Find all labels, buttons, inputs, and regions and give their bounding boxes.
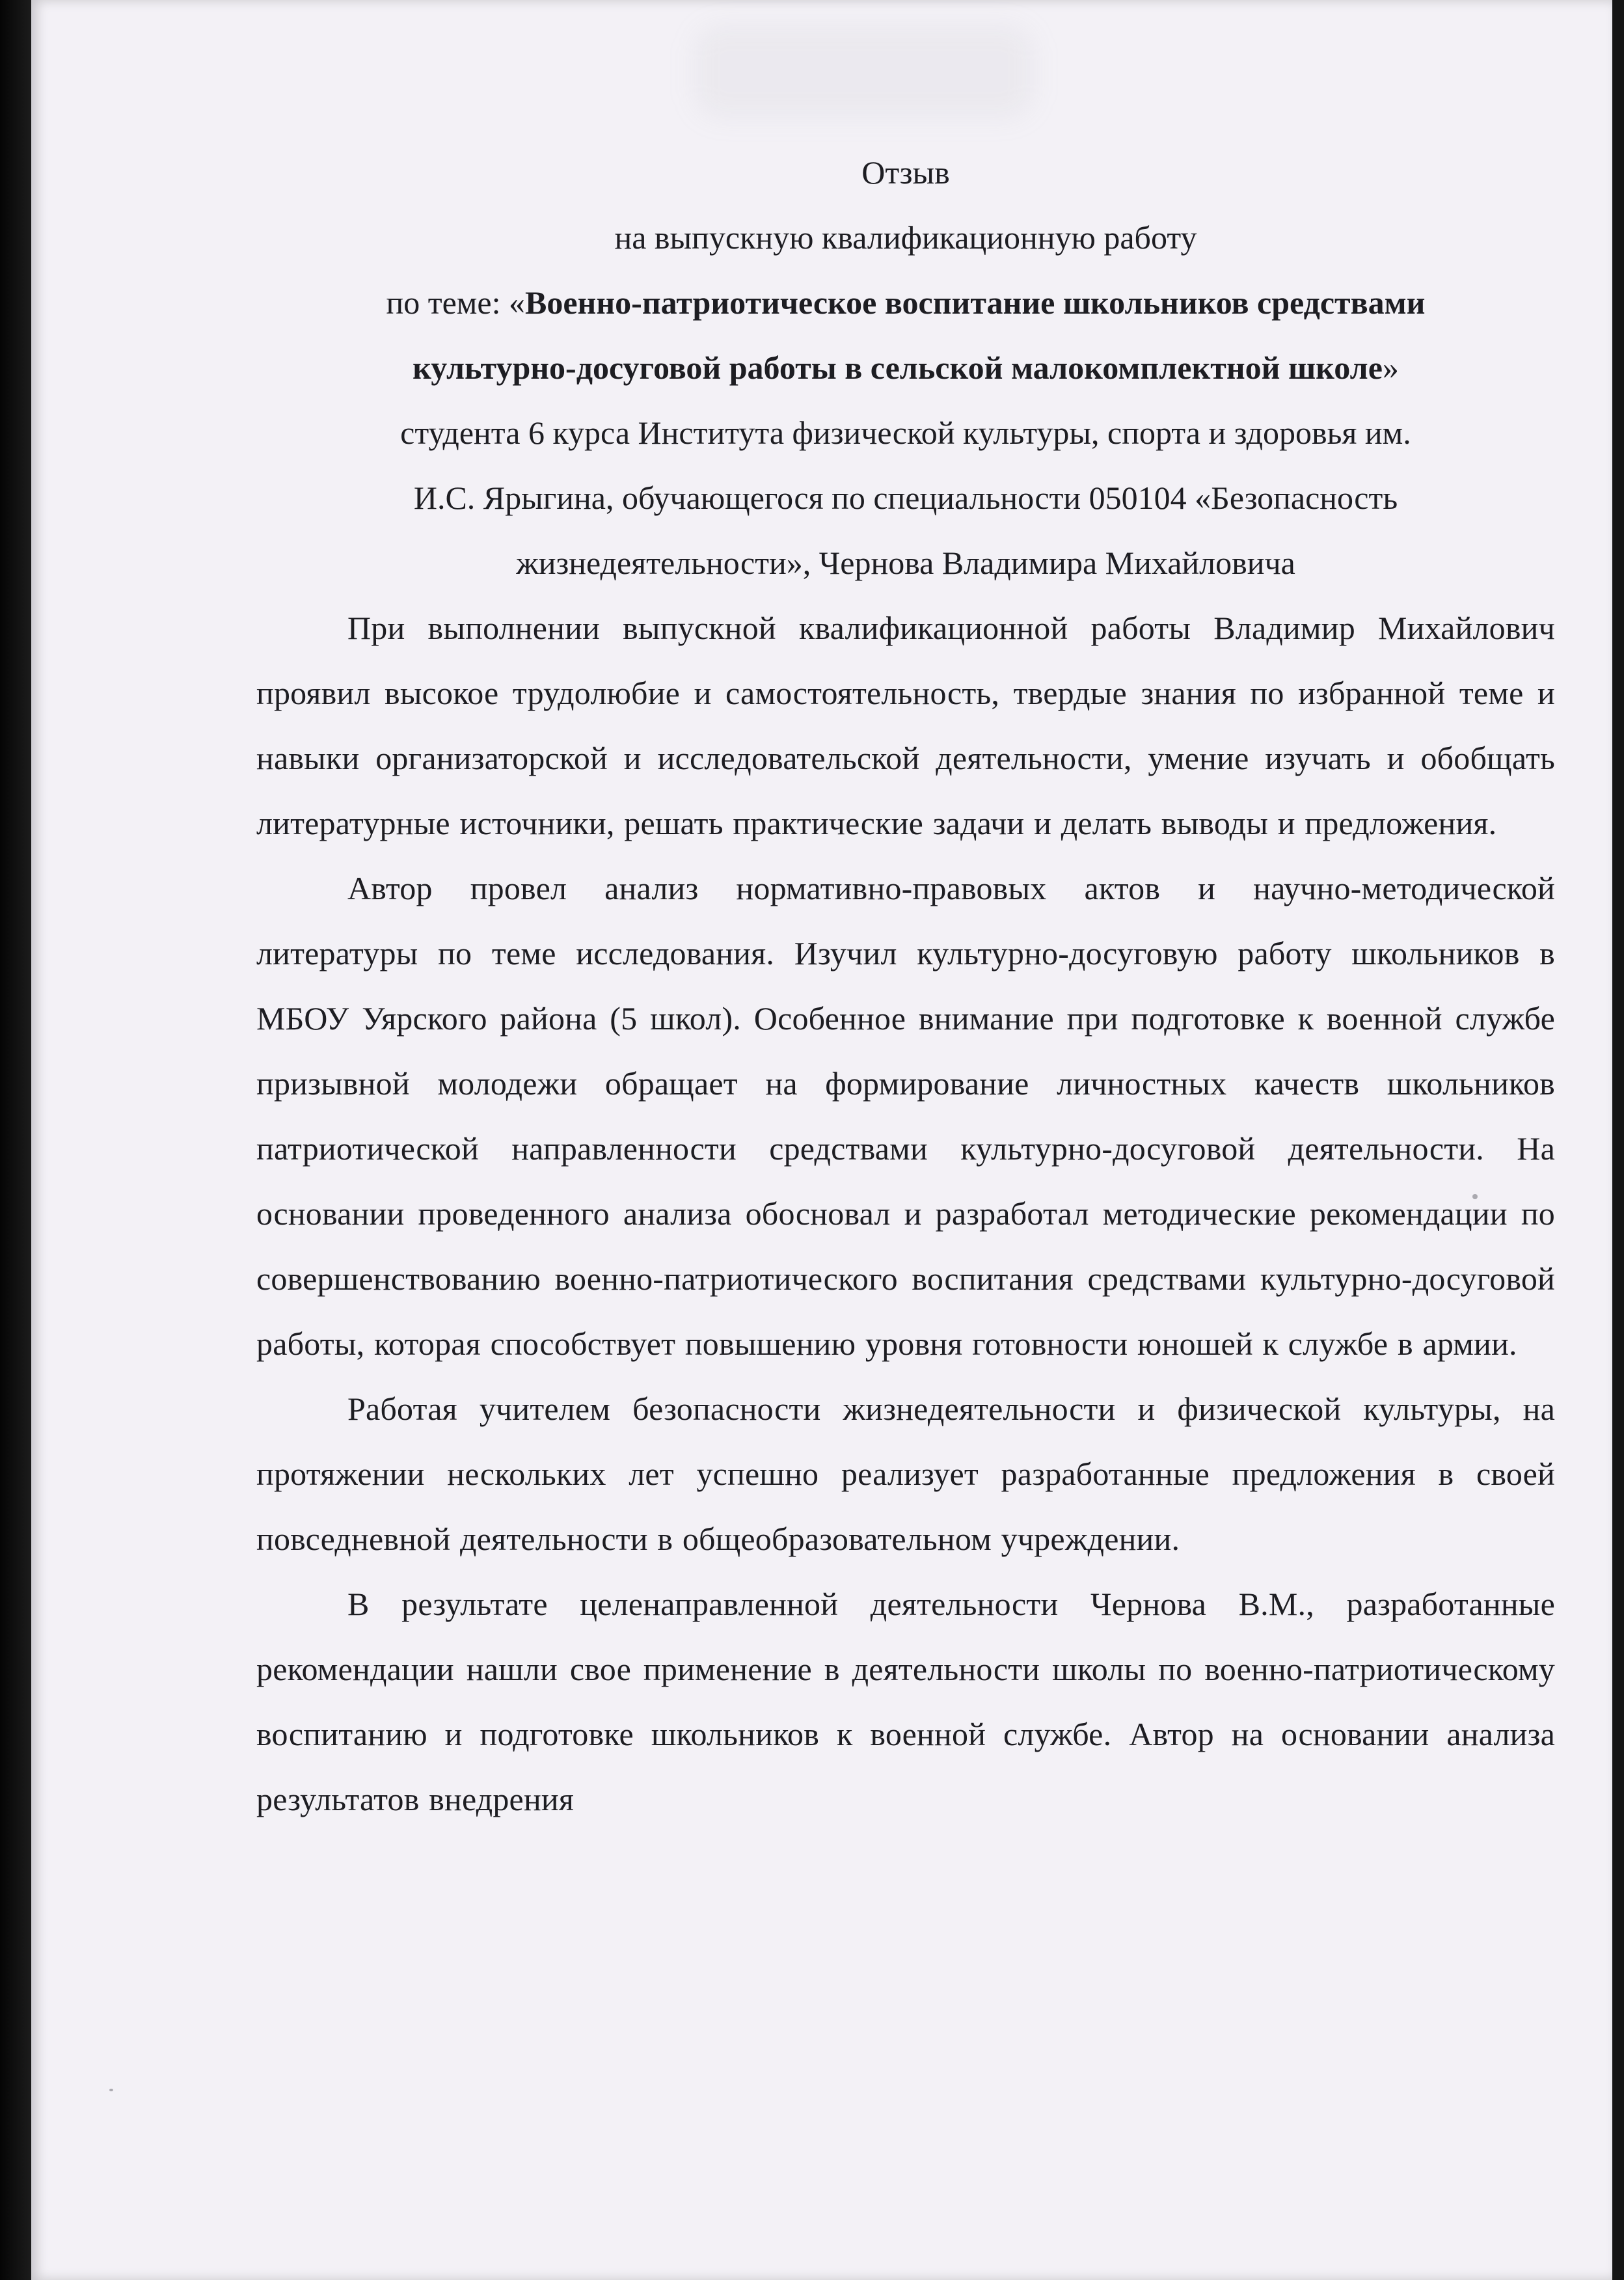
paragraph-4: В результате целенаправленной деятельности Чернова В.М., разработанные рекомендации нашли свое применение в деятельности школы по военно-патриотическому воспитанию и подготовке школьников к военной службе. Автор на основании анализа результатов внедрения [256, 1586, 1555, 1817]
topic-suffix: » [1382, 349, 1399, 386]
bleed-through-shadow [695, 26, 1033, 117]
topic-bold-2: культурно-досуговой работы в сельской малокомплектной школе [413, 349, 1383, 386]
topic-prefix: по теме: « [386, 284, 526, 321]
student-line-1: студента 6 курса Института физической культуры, спорта и здоровья им. [400, 414, 1411, 451]
topic-bold-1: Военно-патриотическое воспитание школьников средствами [525, 284, 1426, 321]
topic-line-1 [256, 270, 1555, 335]
student-line-2: И.С. Ярыгина, обучающегося по специальности 050104 «Безопасность [413, 480, 1398, 516]
topic-line-2 [256, 335, 1555, 400]
document-body [256, 140, 1555, 1832]
document-page [31, 0, 1612, 2280]
student-line-3: жизнедеятельности», Чернова Владимира Михайловича [516, 545, 1295, 581]
document-heading [256, 140, 1555, 595]
document-title: Отзыв [861, 154, 950, 191]
scan-edge [0, 0, 31, 2280]
paragraph-1: При выполнении выпускной квалификационной работы Владимир Михайлович проявил высокое трудолюбие и самостоятельность, твердые знания по избранной теме и навыки организаторской и исследовательской деятельности, умение изучать и обобщать литературные источники, решать практические задачи и делать выводы и предложения. [256, 610, 1555, 841]
scan-speck [109, 2089, 113, 2091]
document-subtitle: на выпускную квалификационную работу [614, 219, 1197, 256]
paragraph-2: Автор провел анализ нормативно-правовых актов и научно-методической литературы по теме исследования. Изучил культурно-досуговую работу школьников в МБОУ Уярского района (5 школ). Особенное внимание при подготовке к военной службе призывной молодежи обращает на формирование личностных качеств школьников патриотической направленности средствами культурно-досуговой деятельности. На основании проведенного анализа обосновал и разработал методические рекомендации по совершенствованию военно-патриотического воспитания средствами культурно-досуговой работы, которая способствует повышению уровня готовности юношей к службе в армии. [256, 870, 1555, 1362]
paragraph-3: Работая учителем безопасности жизнедеятельности и физической культуры, на протяжении нескольких лет успешно реализует разработанные предложения в своей повседневной деятельности в общеобразовательном учреждении. [256, 1391, 1555, 1557]
